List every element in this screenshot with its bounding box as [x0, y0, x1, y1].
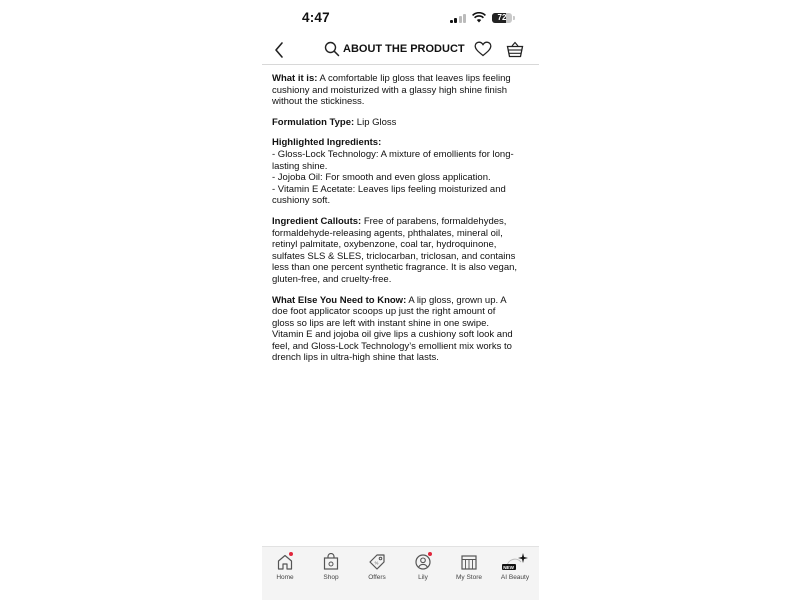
tab-label: Shop: [323, 574, 339, 581]
formulation-line: [272, 117, 534, 129]
highlighted-ingredients-label: Highlighted Ingredients:: [272, 137, 382, 149]
what-else-line: [272, 295, 534, 307]
tab-label: AI Beauty: [500, 574, 530, 581]
tab-label: Home: [276, 574, 294, 581]
formulation-label: Formulation Type:: [272, 116, 355, 128]
ingredient-callouts-line: [272, 216, 534, 228]
store-icon: [460, 553, 478, 571]
battery-group: [492, 13, 515, 23]
page-header: [262, 38, 539, 64]
status-time: 4:47: [302, 10, 330, 25]
product-description: [272, 73, 534, 373]
tab-label: Lily: [418, 574, 428, 581]
battery-tip: [513, 16, 515, 20]
highlighted-ingredients-line: - Vitamin E Acetate: Leaves lips feeling moisturized and: [272, 183, 506, 195]
what-else-section: [272, 295, 534, 365]
notification-dot: [428, 552, 432, 556]
highlighted-ingredients-heading: [272, 137, 534, 149]
what-else-label: What Else You Need to Know:: [272, 294, 407, 306]
ingredient-callouts-line: less than one percent synthetic fragrance. It is also vegan,: [272, 262, 518, 274]
search-icon[interactable]: [324, 41, 340, 57]
page-title: ABOUT THE PRODUCT: [343, 43, 465, 55]
what-else-line: drench lips in ultra-high shine that lasts.: [272, 352, 439, 364]
what-it-is-line-1: [272, 73, 534, 85]
tab-shop[interactable]: [308, 552, 354, 581]
notification-dot: [289, 552, 293, 556]
new-badge: NEW: [503, 564, 514, 570]
highlighted-ingredients-line: lasting shine.: [272, 160, 328, 172]
highlighted-ingredients-line: - Jojoba Oil: For smooth and even gloss application.: [272, 172, 491, 184]
wifi-icon: [472, 12, 486, 23]
tag-icon: [368, 553, 386, 571]
offers-icon-wrap: [354, 552, 400, 572]
formulation-value: Lip Gloss: [354, 116, 397, 128]
what-else-text: A lip gloss, grown up. A: [406, 294, 507, 306]
what-else-line: gloss so lips are left with instant shine in one swipe.: [272, 317, 490, 329]
tab-label: Offers: [368, 574, 386, 581]
store-icon-wrap: [446, 552, 492, 572]
ingredient-callouts-label: Ingredient Callouts:: [272, 215, 362, 227]
tab-home[interactable]: [262, 552, 308, 581]
shop-icon-wrap: [308, 552, 354, 572]
bottom-tab-bar: [262, 546, 539, 600]
what-it-is-line-3: without the stickiness.: [272, 96, 365, 108]
status-bar: [262, 0, 539, 38]
highlighted-ingredients-line: - Gloss-Lock Technology: A mixture of emollients for long-: [272, 148, 514, 160]
phone-screen: [262, 0, 539, 600]
ingredient-callouts-line: gluten-free, and cruelty-free.: [272, 273, 392, 285]
profile-icon-wrap: [400, 552, 446, 572]
what-else-line: feel, and Gloss-Lock Technology’s emollient mix works to: [272, 340, 512, 352]
status-icons: [450, 12, 516, 23]
ingredient-callouts-line: formaldehyde-releasing agents, phthalates, mineral oil,: [272, 227, 503, 239]
battery-percent: 72: [497, 12, 507, 22]
cell-signal-icon: [450, 13, 467, 23]
what-it-is-section: [272, 73, 534, 108]
what-else-line: Vitamin E and jojoba oil give lips a cushiony soft look and: [272, 329, 513, 341]
header-divider: [262, 64, 539, 65]
basket-icon[interactable]: [506, 41, 524, 58]
ingredient-callouts-line: retinyl palmitate, oxybenzone, coal tar, hydroquinone,: [272, 239, 497, 251]
shop-bag-icon: [322, 553, 340, 571]
ingredient-callouts-line: sulfates SLS & SLES, triclocarban, triclosan, and contains: [272, 250, 516, 262]
tab-profile[interactable]: [400, 552, 446, 581]
tab-ai-beauty[interactable]: [492, 552, 538, 581]
ai-beauty-icon-wrap: [492, 552, 538, 572]
svg-text:%: %: [374, 560, 379, 566]
what-else-line: doe foot applicator scoops up just the right amount of: [272, 306, 496, 318]
tab-label: My Store: [455, 574, 482, 581]
sparkle-icon: [501, 552, 529, 572]
home-icon-wrap: [262, 552, 308, 572]
tab-my-store[interactable]: [446, 552, 492, 581]
what-it-is-label: What it is:: [272, 73, 318, 84]
formulation-section: [272, 117, 534, 129]
what-it-is-text: A comfortable lip gloss that leaves lips feeling: [317, 73, 511, 84]
tab-offers[interactable]: [354, 552, 400, 581]
battery-icon: [492, 13, 512, 23]
ingredient-callouts-section: [272, 216, 534, 286]
highlighted-ingredients-line: cushiony soft.: [272, 195, 331, 207]
header-title-group: [324, 41, 465, 57]
ingredient-callouts-text: Free of parabens, formaldehydes,: [361, 215, 507, 227]
highlighted-ingredients-section: [272, 137, 534, 207]
back-chevron-icon[interactable]: [272, 40, 286, 60]
heart-icon[interactable]: [474, 41, 492, 57]
what-it-is-line-2: cushiony and moisturized with a glassy high shine finish: [272, 84, 507, 96]
